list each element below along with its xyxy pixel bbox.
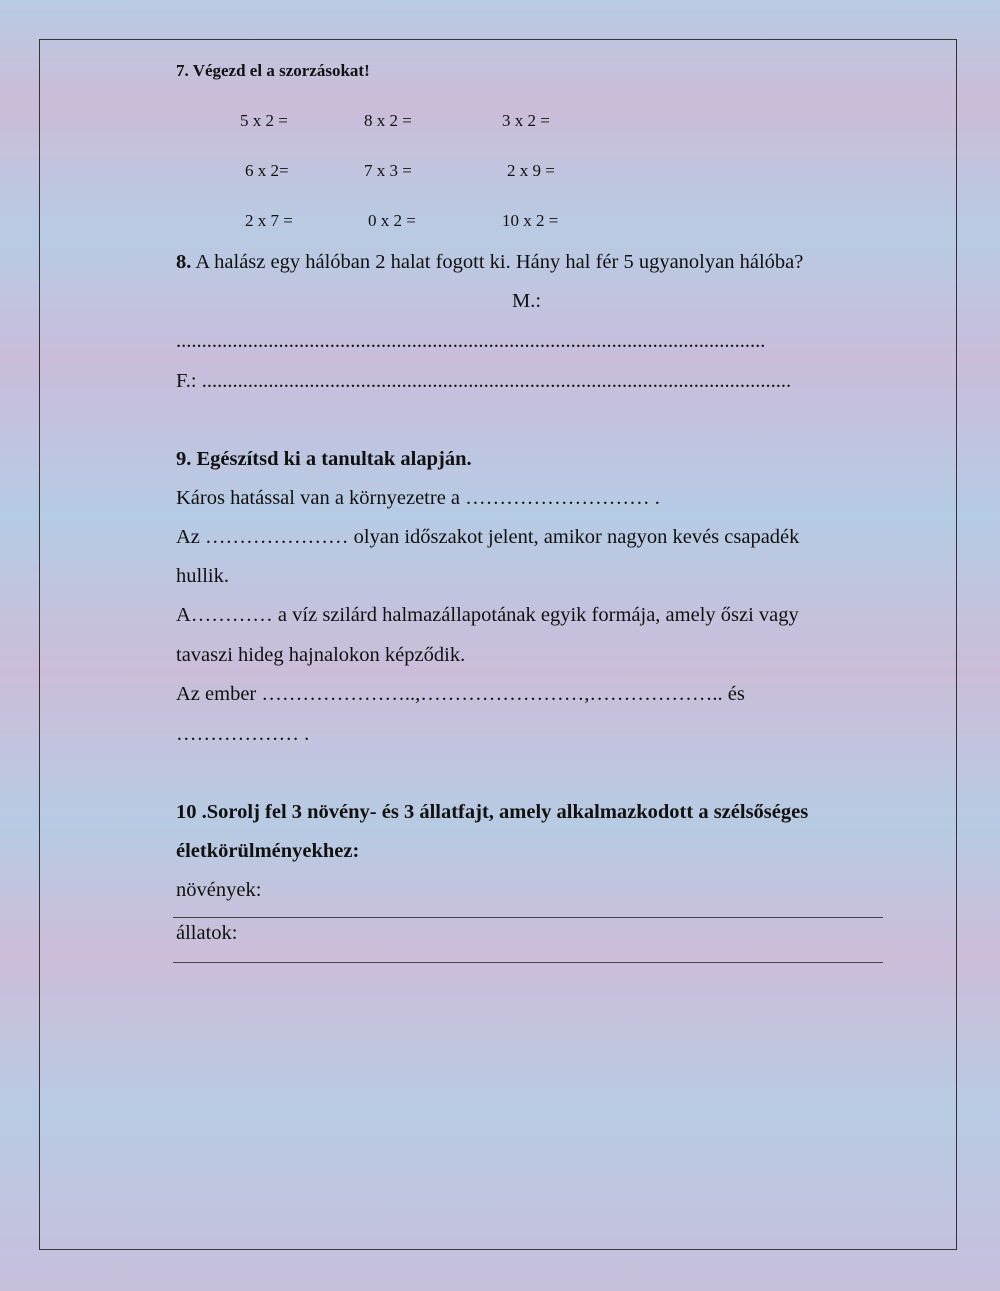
task8-text: A halász egy hálóban 2 halat fogott ki. Hány hal fér 5 ugyanolyan hálóba? bbox=[191, 251, 804, 273]
equation-r1c2: 8 x 2 = bbox=[364, 111, 412, 130]
task9-title: 9. Egészítsd ki a tanultak alapján. bbox=[176, 448, 472, 470]
plants-answer-line bbox=[173, 917, 883, 918]
equation-r3c3: 10 x 2 = bbox=[502, 211, 559, 230]
task9-line-2: Az ………………… olyan időszakot jelent, amikor nagyon kevés csapadék bbox=[176, 526, 800, 548]
task10-title-line-2: életkörülményekhez: bbox=[176, 840, 360, 862]
equation-r2c1: 6 x 2= bbox=[245, 161, 289, 180]
plants-label: növények: bbox=[176, 879, 262, 901]
task8-number: 8. bbox=[176, 251, 192, 273]
task8-question bbox=[176, 251, 803, 274]
animals-label: állatok: bbox=[176, 922, 238, 944]
equation-r2c2: 7 x 3 = bbox=[364, 161, 412, 180]
equation-r2c3: 2 x 9 = bbox=[507, 161, 555, 180]
equation-r3c1: 2 x 7 = bbox=[245, 211, 293, 230]
task7-title: 7. Végezd el a szorzásokat! bbox=[176, 61, 370, 80]
task8-dotted-line: ................................................................................................................... bbox=[176, 330, 766, 352]
task9-line-3: hullik. bbox=[176, 565, 229, 587]
animals-answer-line bbox=[173, 962, 883, 963]
task9-line-4: A………… a víz szilárd halmazállapotának egyik formája, amely őszi vagy bbox=[176, 604, 799, 626]
task9-line-6: Az ember …………………..,……………………,……………….. és bbox=[176, 683, 745, 705]
task8-f-line: F.: ................................................................................................................... bbox=[176, 370, 792, 392]
task9-line-7: ……………… . bbox=[176, 723, 310, 745]
equation-r3c2: 0 x 2 = bbox=[368, 211, 416, 230]
equation-r1c1: 5 x 2 = bbox=[240, 111, 288, 130]
task8-m-label: M.: bbox=[512, 290, 542, 312]
equation-r1c3: 3 x 2 = bbox=[502, 111, 550, 130]
task9-line-5: tavaszi hideg hajnalokon képződik. bbox=[176, 644, 466, 666]
task10-title-line-1: 10 .Sorolj fel 3 növény- és 3 állatfajt, amely alkalmazkodott a szélsőséges bbox=[176, 801, 809, 823]
task9-line-1: Káros hatással van a környezetre a ……………………… . bbox=[176, 487, 660, 509]
